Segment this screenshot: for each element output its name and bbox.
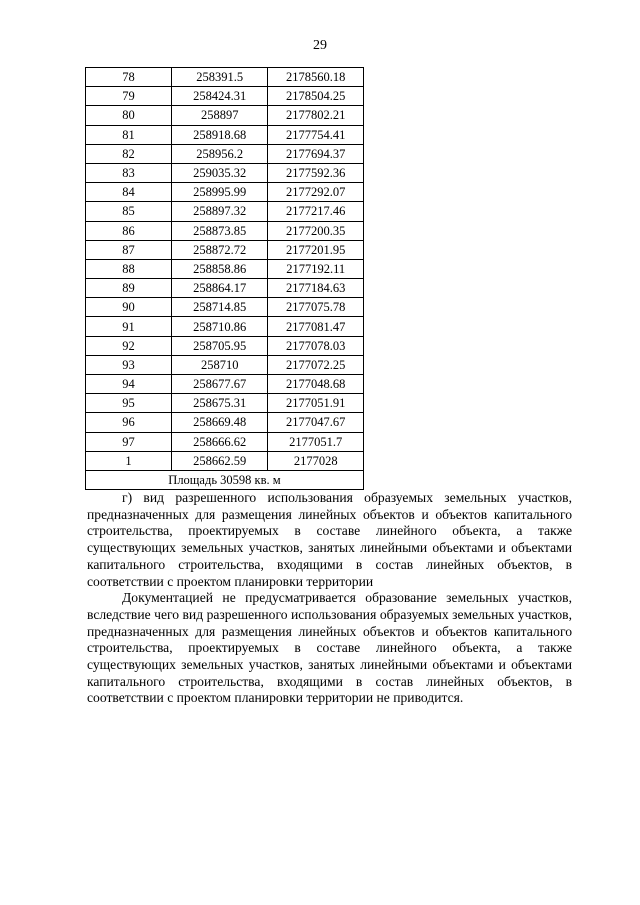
area-cell: Площадь 30598 кв. м (86, 470, 364, 489)
x-coordinate-cell: 258897 (172, 106, 268, 125)
point-number-cell: 92 (86, 336, 172, 355)
point-number-cell: 82 (86, 144, 172, 163)
y-coordinate-cell: 2178504.25 (268, 87, 364, 106)
point-number-cell: 85 (86, 202, 172, 221)
y-coordinate-cell: 2177754.41 (268, 125, 364, 144)
x-coordinate-cell: 258666.62 (172, 432, 268, 451)
y-coordinate-cell: 2177051.7 (268, 432, 364, 451)
x-coordinate-cell: 258677.67 (172, 375, 268, 394)
x-coordinate-cell: 258391.5 (172, 68, 268, 87)
table-row (86, 202, 364, 221)
body-text (87, 490, 572, 707)
x-coordinate-cell: 258710 (172, 355, 268, 374)
table-row (86, 394, 364, 413)
table-row (86, 106, 364, 125)
point-number-cell: 83 (86, 163, 172, 182)
point-number-cell: 84 (86, 183, 172, 202)
point-number-cell: 81 (86, 125, 172, 144)
y-coordinate-cell: 2178560.18 (268, 68, 364, 87)
y-coordinate-cell: 2177048.68 (268, 375, 364, 394)
paragraph-documentation: Документацией не предусматривается образование земельных участков, вследствие чего вид разрешенного использования образуемых земельных участков, предназначенных для размещения линейных объектов и объектов капитального строительства, проектируемых в составе линейного объекта, а также существующих земельных участков, занятых линейными объектами и объектами капитального строительства, входящими в состав линейных объектов, в соответствии с проектом планировки территории не приводится. (87, 590, 572, 706)
x-coordinate-cell: 258669.48 (172, 413, 268, 432)
paragraph-land-use: г) вид разрешенного использования образуемых земельных участков, предназначенных для размещения линейных объектов и объектов капитального строительства, проектируемых в составе линейного объекта, а также существующих земельных участков, занятых линейными объектами и объектами капитального строительства, входящими в состав линейных объектов, в соответствии с проектом планировки территории (87, 490, 572, 589)
table-row (86, 279, 364, 298)
y-coordinate-cell: 2177694.37 (268, 144, 364, 163)
y-coordinate-cell: 2177592.36 (268, 163, 364, 182)
table-row (86, 87, 364, 106)
x-coordinate-cell: 258675.31 (172, 394, 268, 413)
point-number-cell: 86 (86, 221, 172, 240)
y-coordinate-cell: 2177047.67 (268, 413, 364, 432)
x-coordinate-cell: 258872.72 (172, 240, 268, 259)
table-row (86, 259, 364, 278)
table-row (86, 163, 364, 182)
table-row (86, 317, 364, 336)
point-number-cell: 90 (86, 298, 172, 317)
point-number-cell: 91 (86, 317, 172, 336)
page-number: 29 (313, 38, 327, 53)
y-coordinate-cell: 2177072.25 (268, 355, 364, 374)
point-number-cell: 93 (86, 355, 172, 374)
y-coordinate-cell: 2177078.03 (268, 336, 364, 355)
point-number-cell: 96 (86, 413, 172, 432)
x-coordinate-cell: 258858.86 (172, 259, 268, 278)
y-coordinate-cell: 2177081.47 (268, 317, 364, 336)
y-coordinate-cell: 2177217.46 (268, 202, 364, 221)
point-number-cell: 79 (86, 87, 172, 106)
table-row (86, 68, 364, 87)
point-number-cell: 80 (86, 106, 172, 125)
table-row (86, 221, 364, 240)
x-coordinate-cell: 258956.2 (172, 144, 268, 163)
table-row (86, 298, 364, 317)
point-number-cell: 88 (86, 259, 172, 278)
x-coordinate-cell: 258918.68 (172, 125, 268, 144)
y-coordinate-cell: 2177192.11 (268, 259, 364, 278)
x-coordinate-cell: 258705.95 (172, 336, 268, 355)
x-coordinate-cell: 258995.99 (172, 183, 268, 202)
point-number-cell: 97 (86, 432, 172, 451)
table-row (86, 451, 364, 470)
x-coordinate-cell: 258710.86 (172, 317, 268, 336)
y-coordinate-cell: 2177075.78 (268, 298, 364, 317)
y-coordinate-cell: 2177051.91 (268, 394, 364, 413)
x-coordinate-cell: 258424.31 (172, 87, 268, 106)
x-coordinate-cell: 258873.85 (172, 221, 268, 240)
table-row (86, 125, 364, 144)
point-number-cell: 87 (86, 240, 172, 259)
table-row (86, 144, 364, 163)
point-number-cell: 78 (86, 68, 172, 87)
x-coordinate-cell: 258714.85 (172, 298, 268, 317)
point-number-cell: 94 (86, 375, 172, 394)
point-number-cell: 95 (86, 394, 172, 413)
x-coordinate-cell: 258864.17 (172, 279, 268, 298)
x-coordinate-cell: 258897.32 (172, 202, 268, 221)
y-coordinate-cell: 2177802.21 (268, 106, 364, 125)
table-row (86, 413, 364, 432)
point-number-cell: 1 (86, 451, 172, 470)
table-row (86, 355, 364, 374)
table-row (86, 432, 364, 451)
y-coordinate-cell: 2177292.07 (268, 183, 364, 202)
table-row (86, 336, 364, 355)
y-coordinate-cell: 2177201.95 (268, 240, 364, 259)
point-number-cell: 89 (86, 279, 172, 298)
x-coordinate-cell: 258662.59 (172, 451, 268, 470)
table-row (86, 240, 364, 259)
table-row (86, 375, 364, 394)
y-coordinate-cell: 2177028 (268, 451, 364, 470)
y-coordinate-cell: 2177200.35 (268, 221, 364, 240)
area-row (86, 470, 364, 489)
x-coordinate-cell: 259035.32 (172, 163, 268, 182)
table-row (86, 183, 364, 202)
coordinates-table (85, 67, 364, 490)
y-coordinate-cell: 2177184.63 (268, 279, 364, 298)
